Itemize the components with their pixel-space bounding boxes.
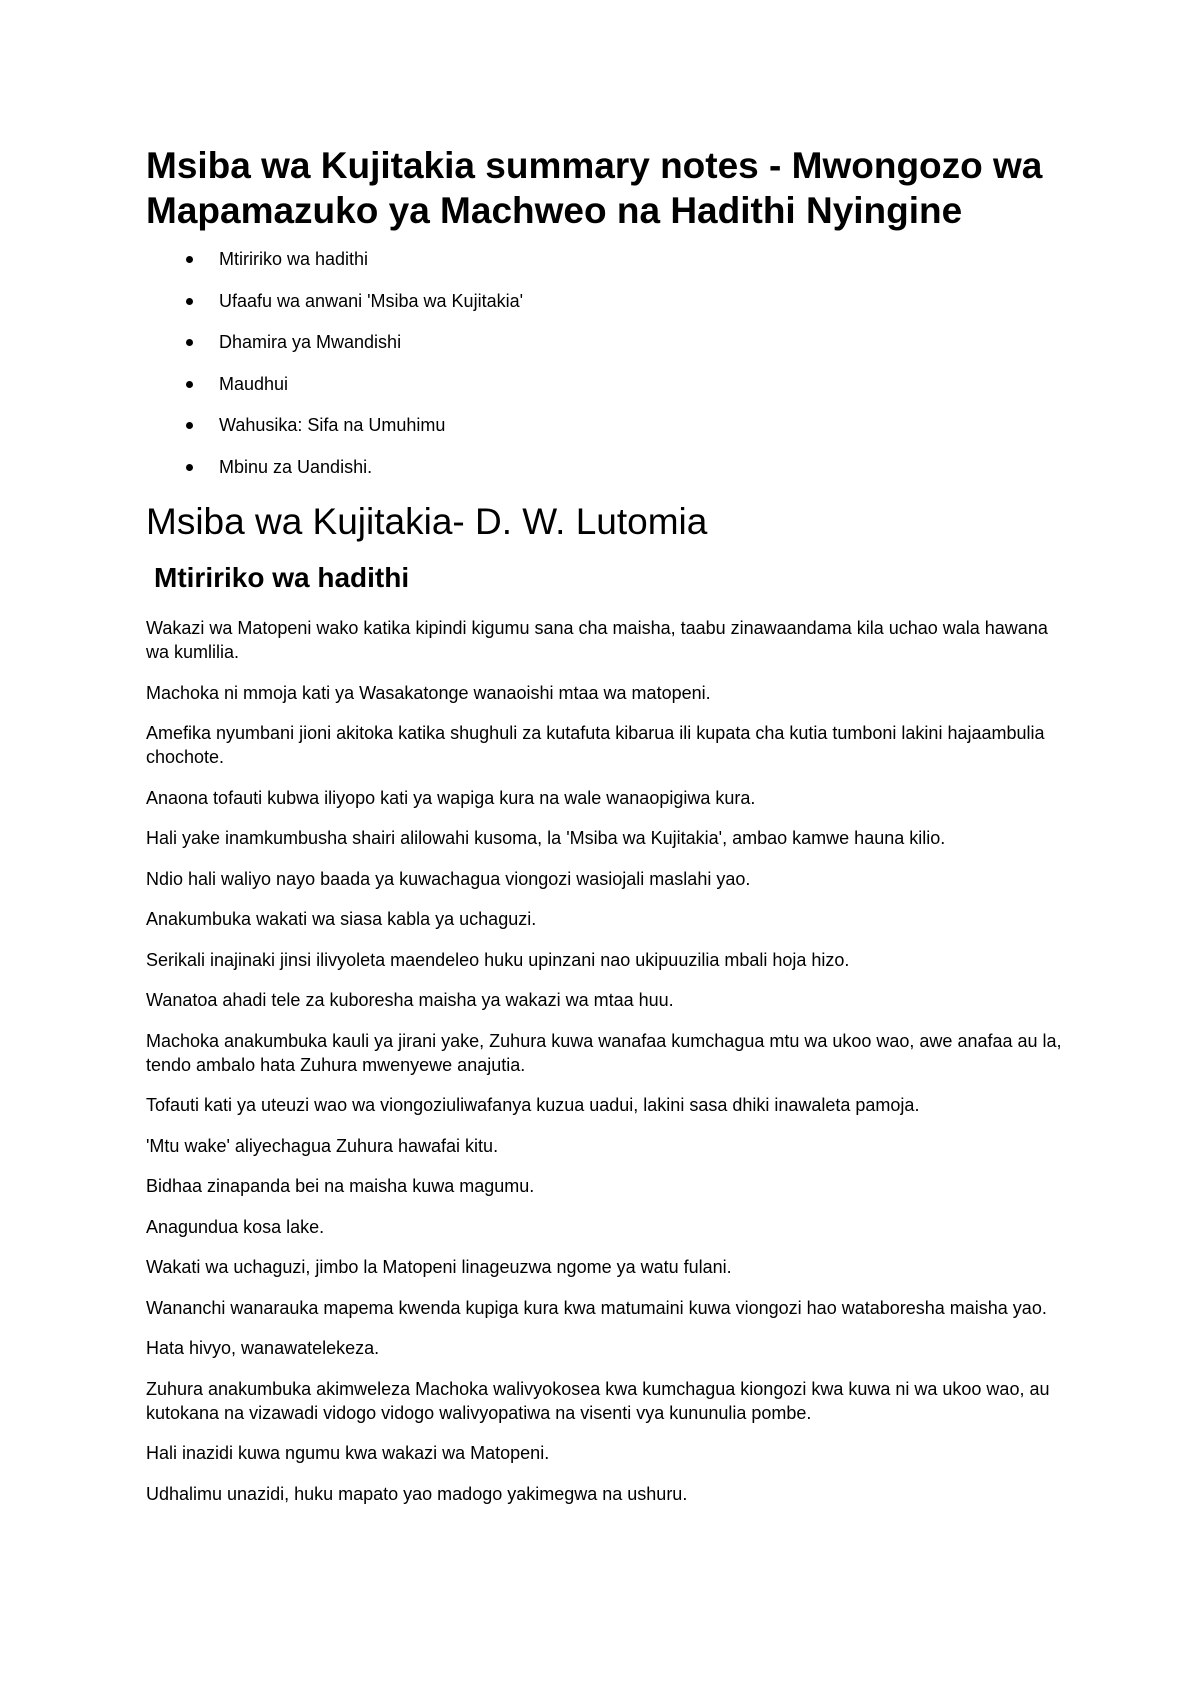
topic-item	[146, 291, 1046, 333]
paragraph: Wananchi wanarauka mapema kwenda kupiga kura kwa matumaini kuwa viongozi hao wataboresha maisha yao.	[146, 1297, 1047, 1318]
topic-item	[146, 374, 1046, 416]
paragraph: Hata hivyo, wanawatelekeza.	[146, 1338, 380, 1358]
topic-label: Wahusika: Sifa na Umuhimu	[219, 415, 446, 435]
section-title: Msiba wa Kujitakia- D. W. Lutomia	[146, 501, 708, 542]
paragraph: Machoka ni mmoja kati ya Wasakatonge wanaoishi mtaa wa matopeni.	[146, 682, 711, 703]
topic-label: Mbinu za Uandishi.	[219, 456, 373, 477]
bullet-icon	[186, 256, 193, 263]
paragraph: Wakati wa uchaguzi, jimbo la Matopeni linageuzwa ngome ya watu fulani.	[146, 1257, 732, 1277]
paragraph: Udhalimu unazidi, huku mapato yao madogo yakimegwa na ushuru.	[146, 1483, 688, 1504]
paragraph: Ndio hali waliyo nayo baada ya kuwachagua viongozi wasiojali maslahi yao.	[146, 868, 751, 889]
topic-item	[146, 332, 1046, 374]
paragraph: Anaona tofauti kubwa iliyopo kati ya wapiga kura na wale wanaopigiwa kura.	[146, 787, 756, 808]
document-title: Msiba wa Kujitakia summary notes - Mwongozo wa Mapamazuko ya Machweo na Hadithi Nyingine	[146, 145, 1043, 231]
paragraph: Wanatoa ahadi tele za kuboresha maisha ya wakazi wa mtaa huu.	[146, 990, 674, 1010]
paragraph: Anagundua kosa lake.	[146, 1216, 325, 1237]
paragraph: Bidhaa zinapanda bei na maisha kuwa magumu.	[146, 1176, 535, 1196]
bullet-icon	[186, 381, 193, 388]
paragraph: Hali yake inamkumbusha shairi alilowahi kusoma, la 'Msiba wa Kujitakia', ambao kamwe hauna kilio.	[146, 828, 946, 848]
topic-label: Mtiririko wa hadithi	[219, 249, 369, 269]
paragraph: Hali inazidi kuwa ngumu kwa wakazi wa Matopeni.	[146, 1443, 550, 1463]
topic-item	[146, 249, 1046, 291]
topic-label: Maudhui	[219, 373, 289, 394]
bullet-icon	[186, 464, 193, 471]
paragraph: Anakumbuka wakati wa siasa kabla ya uchaguzi.	[146, 909, 537, 929]
subsection-title: Mtiririko wa hadithi	[154, 562, 410, 593]
paragraph: Machoka anakumbuka kauli ya jirani yake, Zuhura kuwa wanafaa kumchagua mtu wa ukoo wao, awe anafaa au la, tendo ambalo hata Zuhura mwenyewe anajutia.	[146, 1030, 1062, 1075]
paragraph: Wakazi wa Matopeni wako katika kipindi kigumu sana cha maisha, taabu zinawaandama kila uchao wala hawana wa kumlilia.	[146, 618, 1048, 662]
paragraph: 'Mtu wake' aliyechagua Zuhura hawafai kitu.	[146, 1135, 499, 1156]
topics-list	[146, 249, 1046, 498]
paragraph: Tofauti kati ya uteuzi wao wa viongoziuliwafanya kuzua uadui, lakini sasa dhiki inawaleta pamoja.	[146, 1095, 920, 1115]
topic-label: Ufaafu wa anwani 'Msiba wa Kujitakia'	[219, 290, 524, 311]
bullet-icon	[186, 298, 193, 305]
topic-item	[146, 457, 1046, 499]
paragraph: Amefika nyumbani jioni akitoka katika shughuli za kutafuta kibarua ili kupata cha kutia tumboni lakini hajaambulia chochote.	[146, 723, 1045, 767]
bullet-icon	[186, 339, 193, 346]
topic-item	[146, 415, 1046, 457]
topic-label: Dhamira ya Mwandishi	[219, 332, 402, 352]
paragraph: Zuhura anakumbuka akimweleza Machoka walivyokosea kwa kumchagua kiongozi kwa kuwa ni wa ukoo wao, au kutokana na vizawadi vidogo vidogo walivyopatiwa na visenti vya kununulia pombe.	[146, 1378, 1050, 1423]
bullet-icon	[186, 422, 193, 429]
paragraph: Serikali inajinaki jinsi ilivyoleta maendeleo huku upinzani nao ukipuuzilia mbali hoja hizo.	[146, 949, 850, 970]
story-summary	[146, 616, 1066, 1522]
